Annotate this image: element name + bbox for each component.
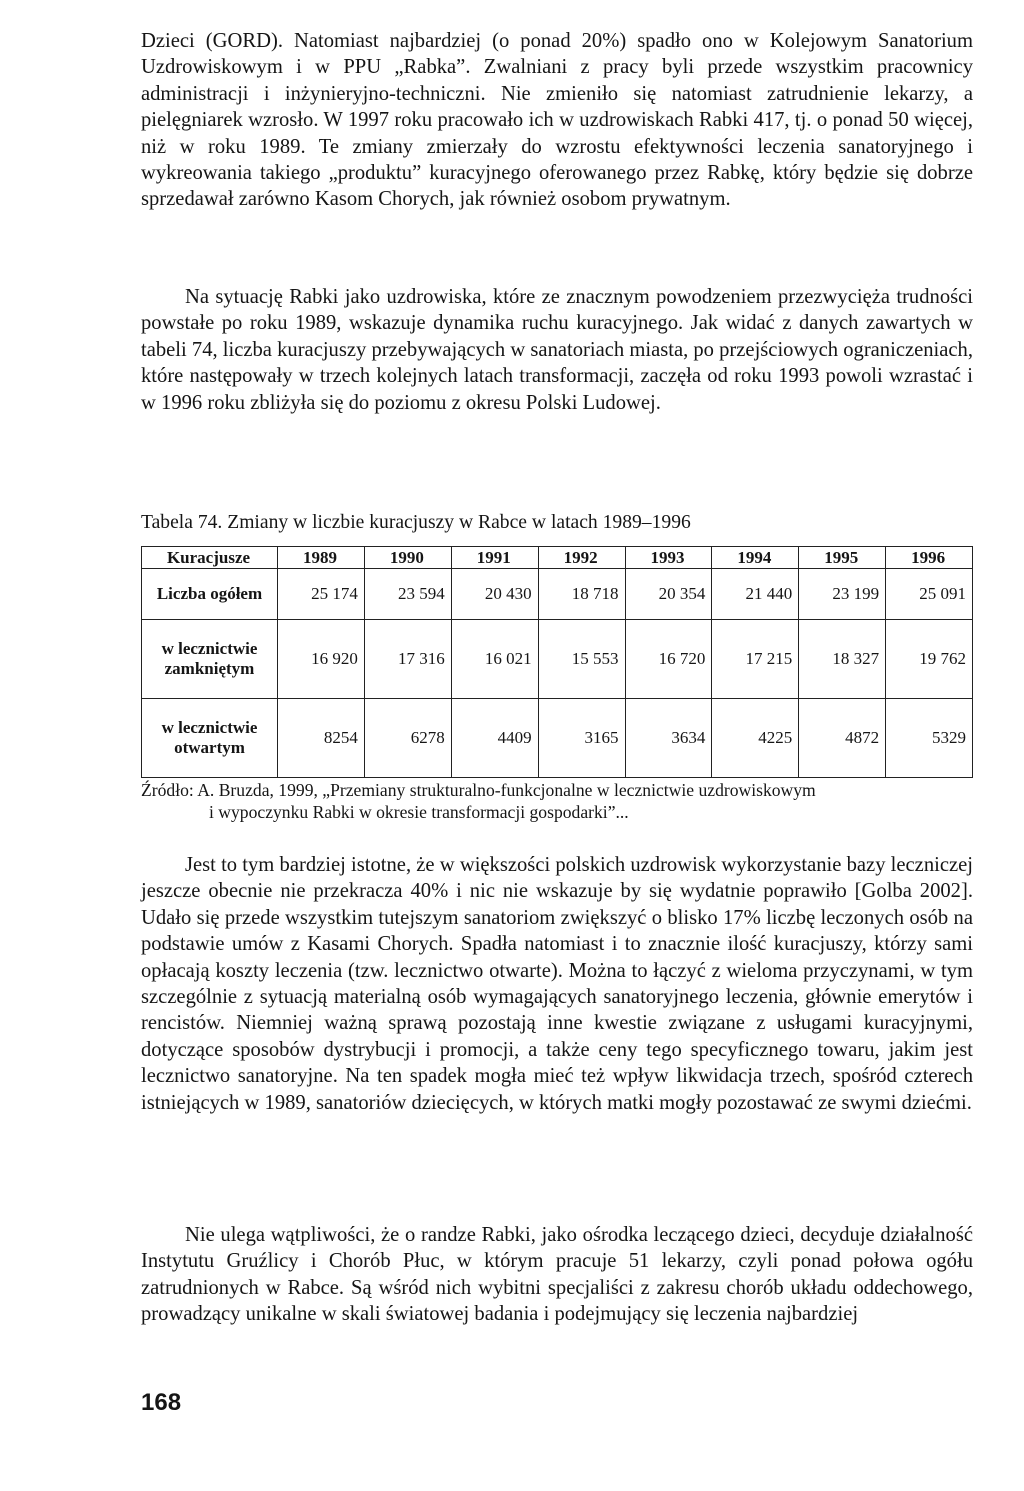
header-cell: 1993 xyxy=(625,547,712,569)
row-label: Liczba ogółem xyxy=(142,569,278,620)
table-cell: 20 430 xyxy=(451,569,538,620)
source-line: i wypoczynku Rabki w okresie transformacji gospodarki”... xyxy=(209,802,629,822)
table-cell: 21 440 xyxy=(712,569,799,620)
header-cell: 1996 xyxy=(886,547,973,569)
header-cell: Kuracjusze xyxy=(142,547,278,569)
header-cell: 1990 xyxy=(364,547,451,569)
table-row xyxy=(142,699,973,778)
table-header-row xyxy=(142,547,973,569)
table-cell: 4409 xyxy=(451,699,538,778)
table-cell: 25 091 xyxy=(886,569,973,620)
row-label: w lecznictwie zamkniętym xyxy=(142,620,278,699)
header-cell: 1995 xyxy=(799,547,886,569)
paragraph-rabka-dynamics xyxy=(141,284,973,416)
paragraph-text: Jest to tym bardziej istotne, że w większości polskich uzdrowisk wykorzystanie bazy leczniczej jeszcze obecnie nie przekracza 40% i nic nie wskazuje by się wydatnie poprawiło [Golba 2002]. Udało się przede wszystkim tutejszym sanatoriom zwiększyć o blisko 17% liczbę leczonych osób na podstawie umów z Kasami Chorych. Spadła natomiast i to znacznie ilość kuracjuszy, którzy sami opłacają koszty leczenia (tzw. lecznictwo otwarte). Można to łączyć z wieloma przyczynami, w tym szczególnie z sytuacją materialną osób wymagających sanatoryjnego leczenia, głównie emerytów i rencistów. Niemniej ważną sprawą pozostają inne kwestie związane z usługami kuracyjnymi, dotyczące sposobów dystrybucji i promocji, a także ceny tego specyficznego towaru, jakim jest lecznictwo sanatoryjne. Na ten spadek mogła mieć też wpływ likwidacja trzech, spośród czterech istniejących w 1989, sanatoriów dziecięcych, w których matki mogły pozostawać ze swymi dziećmi. xyxy=(141,854,973,1114)
table-cell: 15 553 xyxy=(538,620,625,699)
table-cell: 16 021 xyxy=(451,620,538,699)
table-row xyxy=(142,620,973,699)
table-source xyxy=(141,779,981,823)
table-cell: 16 920 xyxy=(278,620,365,699)
table-cell: 23 199 xyxy=(799,569,886,620)
table-cell: 5329 xyxy=(886,699,973,778)
paragraph-text: Nie ulega wątpliwości, że o randze Rabki, jako ośrodka leczącego dzieci, decyduje działalność Instytutu Gruźlicy i Chorób Płuc, w którym pracuje 51 lekarzy, czyli ponad połowa ogółu zatrudnionych w Rabce. Są wśród nich wybitni specjaliści z zakresu chorób układu oddechowego, prowadzący unikalne w skali światowej badania i podejmujący się leczenia najbardziej xyxy=(141,1224,973,1326)
paragraph-institute xyxy=(141,1222,973,1328)
table-cell: 16 720 xyxy=(625,620,712,699)
table-cell: 19 762 xyxy=(886,620,973,699)
page-number: 168 xyxy=(141,1389,182,1416)
table-cell: 18 327 xyxy=(799,620,886,699)
source-line: Źródło: A. Bruzda, 1999, „Przemiany strukturalno-funkcjonalne w lecznictwie uzdrowiskowym xyxy=(141,780,816,800)
header-cell: 1994 xyxy=(712,547,799,569)
header-cell: 1991 xyxy=(451,547,538,569)
table-cell: 18 718 xyxy=(538,569,625,620)
table-cell: 4872 xyxy=(799,699,886,778)
table-cell: 17 316 xyxy=(364,620,451,699)
data-table xyxy=(141,546,973,778)
table-cell: 20 354 xyxy=(625,569,712,620)
table-cell: 25 174 xyxy=(278,569,365,620)
table-cell: 3165 xyxy=(538,699,625,778)
header-cell: 1992 xyxy=(538,547,625,569)
table-cell: 8254 xyxy=(278,699,365,778)
paragraph-utilization xyxy=(141,852,973,1116)
table-cell: 23 594 xyxy=(364,569,451,620)
header-cell: 1989 xyxy=(278,547,365,569)
table-cell: 6278 xyxy=(364,699,451,778)
table-cell: 17 215 xyxy=(712,620,799,699)
table-caption: Tabela 74. Zmiany w liczbie kuracjuszy w Rabce w latach 1989–1996 xyxy=(141,512,691,533)
row-label: w lecznictwie otwartym xyxy=(142,699,278,778)
table-cell: 3634 xyxy=(625,699,712,778)
table-row xyxy=(142,569,973,620)
paragraph-text: Na sytuację Rabki jako uzdrowiska, które ze znacznym powodzeniem przezwycięża trudności powstałe po roku 1989, wskazuje dynamika ruchu kuracyjnego. Jak widać z danych zawartych w tabeli 74, liczba kuracjuszy przebywających w sanatoriach miasta, po przejściowych ograniczeniach, które następowały w trzech kolejnych latach transformacji, zaczęła od roku 1993 powoli wzrastać i w 1996 roku zbliżyła się do poziomu z okresu Polski Ludowej. xyxy=(141,286,973,414)
table-cell: 4225 xyxy=(712,699,799,778)
paragraph-continued: Dzieci (GORD). Natomiast najbardziej (o ponad 20%) spadło ono w Kolejowym Sanatorium Uzdrowiskowym i w PPU „Rabka”. Zwalniani z pracy byli przede wszystkim pracownicy administracji i inżynieryjno-techniczni. Nie zmieniło się natomiast zatrudnienie lekarzy, a pielęgniarek wzrosło. W 1997 roku pracowało ich w uzdrowiskach Rabki 417, tj. o ponad 50 więcej, niż w roku 1989. Te zmiany zmierzały do wzrostu efektywności leczenia sanatoryjnego i wykreowania takiego „produktu” kuracyjnego oferowanego przez Rabkę, który będzie się dobrze sprzedawał zarówno Kasom Chorych, jak również osobom prywatnym. xyxy=(141,30,973,211)
